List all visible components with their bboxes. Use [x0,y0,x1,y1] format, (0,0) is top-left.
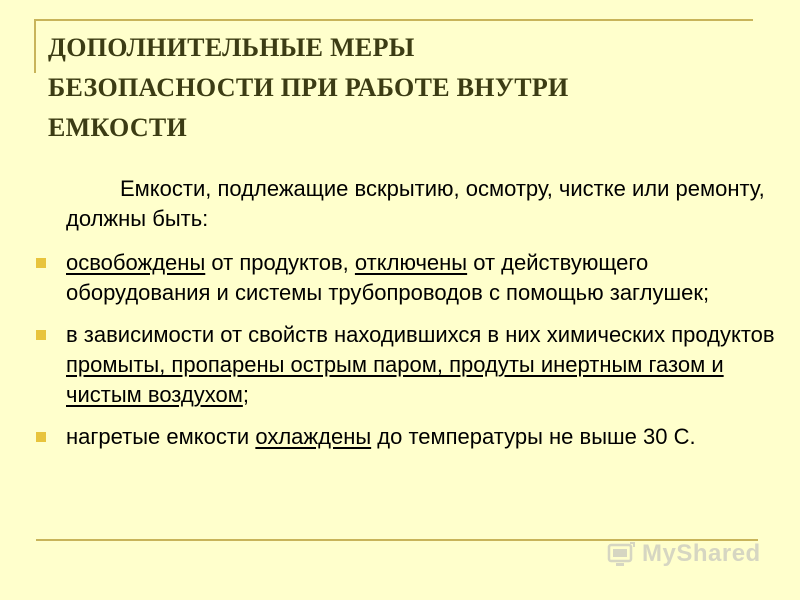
item-text: в зависимости от свойств находившихся в них химических продуктов [66,322,775,347]
myshared-logo-icon [606,539,636,569]
item-text: нагретые емкости [66,424,256,449]
title-line-3: ЕМКОСТИ [48,113,188,142]
slide-body [66,174,778,464]
top-accent-line [34,19,753,21]
watermark-text: MyShared [642,540,761,567]
item-text: от действующего оборудования и системы трубопроводов с помощью заглушек; [66,250,710,305]
underlined-term: промыты, пропарены острым паром, продуты инертным газом и чистым воздухом [66,352,724,407]
bullet-icon [36,258,46,268]
bullet-icon [36,432,46,442]
bullet-icon [36,330,46,340]
underlined-term: охлаждены [255,424,372,449]
watermark [606,536,761,572]
item-text: от продуктов, [205,250,355,275]
title-line-1: ДОПОЛНИТЕЛЬНЫЕ МЕРЫ [48,33,415,62]
underlined-term: отключены [354,250,468,275]
title-line-2: БЕЗОПАСНОСТИ ПРИ РАБОТЕ ВНУТРИ [48,73,569,102]
left-accent-line [34,19,36,73]
item-text: ; [242,382,249,407]
list-item [66,422,778,452]
list-item [66,248,778,308]
item-text: до температуры не выше 30 С. [371,424,696,449]
underlined-term: освобождены [66,250,206,275]
intro-text: Емкости, подлежащие вскрытию, осмотру, чистке или ремонту, должны быть: [66,176,765,231]
list-item [66,320,778,410]
bullet-list [66,248,778,452]
slide-title [48,28,748,148]
intro-paragraph [66,174,778,234]
